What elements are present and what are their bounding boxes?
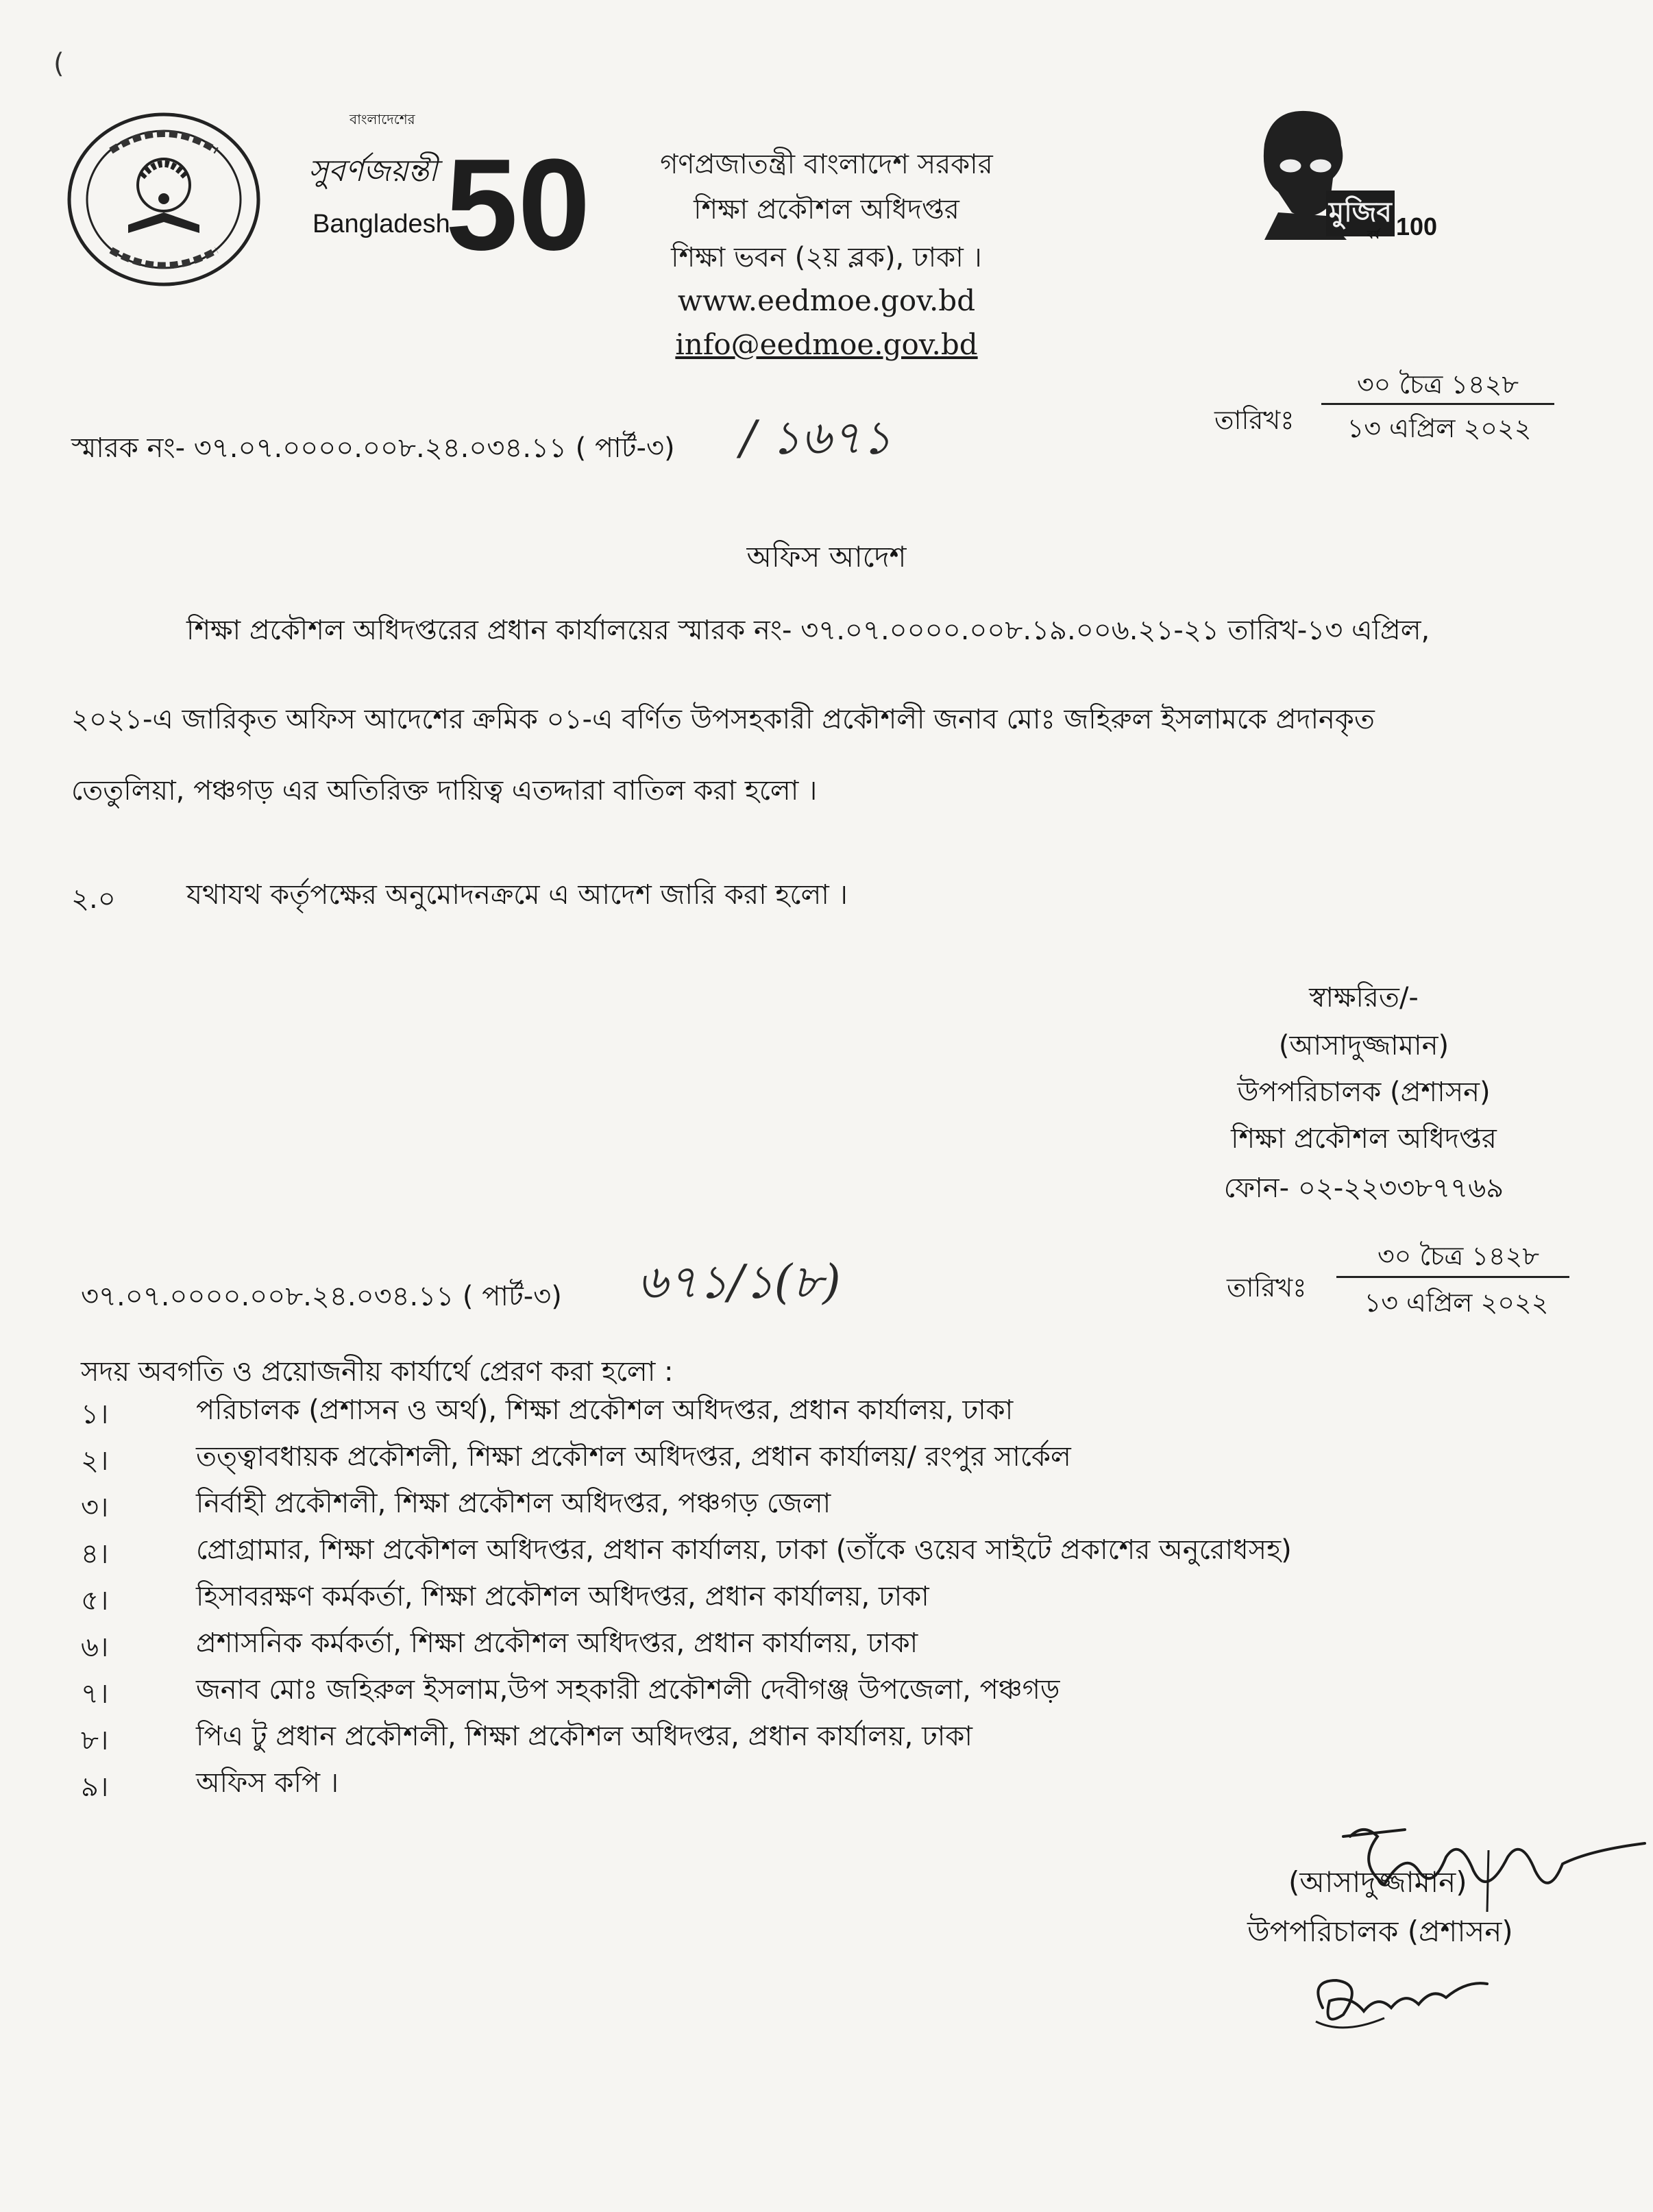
mujib-year-logo xyxy=(1244,103,1443,247)
order-para1-line1: শিক্ষা প্রকৌশল অধিদপ্তরের প্রধান কার্যালয়ের স্মারক নং- ৩৭.০৭.০০০০.০০৮.১৯.০০৬.২১-২১ তারিখ-১৩ এপ্রিল, xyxy=(186,615,1430,646)
distribution-item: জনাব মোঃ জহিরুল ইসলাম,উপ সহকারী প্রকৌশলী দেবীগঞ্জ উপজেলা, পঞ্চগড় xyxy=(196,1674,1060,1706)
seal-logo-icon xyxy=(63,110,265,289)
signer2-name: (আসাদুজ্জামান) xyxy=(1288,1865,1467,1899)
order-para1-line2: ২০২১-এ জারিকৃত অফিস আদেশের ক্রমিক ০১-এ বর্ণিত উপসহকারী প্রকৌশলী জনাব মোঃ জহিরুল ইসলামকে প্রদানকৃত xyxy=(71,704,1375,735)
mujib-label: মুজিব xyxy=(1326,191,1395,236)
distribution-item: পিএ টু প্রধান প্রকৌশলী, শিক্ষা প্রকৌশল অধিদপ্তর, প্রধান কার্যালয়, ঢাকা xyxy=(196,1721,972,1752)
signer-phone: ফোন- ০২-২২৩৩৮৭৭৬৯ xyxy=(1223,1172,1504,1204)
memo2-number: ৩৭.০৭.০০০০.০০৮.২৪.০৩৪.১১ ( পার্ট-৩) xyxy=(81,1281,562,1312)
distribution-item-number: ২। xyxy=(81,1445,109,1477)
distribution-item-number: ৩। xyxy=(81,1492,109,1523)
distribution-item: পরিচালক (প্রশাসন ও অর্থ), শিক্ষা প্রকৌশল অধিদপ্তর, প্রধান কার্যালয়, ঢাকা xyxy=(196,1394,1014,1426)
distribution-item: তত্ত্বাবধায়ক প্রকৌশলী, শিক্ষা প্রকৌশল অধিদপ্তর, প্রধান কার্যালয়/ রংপুর সার্কেল xyxy=(196,1441,1071,1473)
email-link[interactable]: info@eedmoe.gov.bd xyxy=(675,328,978,361)
order-para1-line3: তেতুলিয়া, পঞ্চগড় এর অতিরিক্ত দায়িত্ব এতদ্দারা বাতিল করা হলো । xyxy=(71,775,818,807)
date2-english: ১৩ এপ্রিল ২০২২ xyxy=(1364,1288,1549,1318)
govt-name: গণপ্রজাতন্ত্রী বাংলাদেশ সরকার xyxy=(660,149,993,180)
date2-bangla: ৩০ চৈত্র ১৪২৮ xyxy=(1377,1241,1540,1271)
jubilee-country: Bangladesh xyxy=(313,210,450,238)
distribution-item: নির্বাহী প্রকৌশলী, শিক্ষা প্রকৌশল অধিদপ্তর, পঞ্চগড় জেলা xyxy=(196,1488,831,1519)
date-bangla: ৩০ চৈত্র ১৪২৮ xyxy=(1356,369,1519,400)
stray-mark: ( xyxy=(53,48,64,79)
distribution-item-number: ৪। xyxy=(81,1538,109,1570)
initials-signature-icon xyxy=(1302,1953,1508,2042)
order-para2-text: যথাযথ কর্তৃপক্ষের অনুমোদনক্রমে এ আদেশ জারি করা হলো । xyxy=(186,879,848,911)
distribution-item: প্রশাসনিক কর্মকর্তা, শিক্ষা প্রকৌশল অধিদপ্তর, প্রধান কার্যালয়, ঢাকা xyxy=(196,1627,918,1659)
jubilee-title: সুবর্ণজয়ন্তী xyxy=(308,153,438,188)
order-para2-number: ২.০ xyxy=(71,883,116,915)
date-divider xyxy=(1321,403,1554,405)
jubilee-small-text: বাংলাদেশের xyxy=(350,111,415,127)
memo-handwritten-number: / ১৬৭১ xyxy=(740,411,892,465)
distribution-item-number: ১। xyxy=(81,1399,109,1430)
date-english: ১৩ এপ্রিল ২০২২ xyxy=(1347,413,1532,443)
distribution-item-number: ৫। xyxy=(81,1585,109,1617)
mujib-number: 100 xyxy=(1396,212,1438,241)
signed-mark: স্বাক্ষরিত/- xyxy=(1309,982,1419,1013)
date2-divider xyxy=(1336,1276,1569,1278)
jubilee-number: 50 xyxy=(445,132,591,278)
distribution-item: প্রোগ্রামার, শিক্ষা প্রকৌশল অধিদপ্তর, প্রধান কার্যালয়, ঢাকা (তাঁকে ওয়েব সাইটে প্রকাশের অনুরোধসহ) xyxy=(196,1534,1292,1566)
department-name: শিক্ষা প্রকৌশল অধিদপ্তর xyxy=(694,194,959,225)
distribution-item-number: ৮। xyxy=(81,1725,109,1756)
address: শিক্ষা ভবন (২য় ব্লক), ঢাকা । xyxy=(671,242,982,273)
distribution-item-number: ৭। xyxy=(81,1678,109,1710)
date2-label: তারিখঃ xyxy=(1227,1273,1307,1303)
signer2-designation: উপপরিচালক (প্রশাসন) xyxy=(1247,1915,1513,1948)
signer-designation: উপপরিচালক (প্রশাসন) xyxy=(1237,1077,1491,1108)
memo-number: স্মারক নং- ৩৭.০৭.০০০০.০০৮.২৪.০৩৪.১১ ( পার্ট-৩) xyxy=(71,432,675,464)
website-link[interactable]: www.eedmoe.gov.bd xyxy=(677,284,976,317)
mujib-sub: বর্ষ xyxy=(1367,228,1380,241)
date-label: তারিখঃ xyxy=(1214,405,1295,435)
signer-office: শিক্ষা প্রকৌশল অধিদপ্তর xyxy=(1231,1123,1497,1155)
order-title: অফিস আদেশ xyxy=(746,540,907,574)
memo2-handwritten-number: ৬৭১/১(৮) xyxy=(637,1255,841,1310)
signer-name: (আসাদুজ্জামান) xyxy=(1278,1030,1449,1061)
distribution-intro: সদয় অবগতি ও প্রয়োজনীয় কার্যার্থে প্রেরণ করা হলো : xyxy=(81,1356,674,1388)
distribution-item: হিসাবরক্ষণ কর্মকর্তা, শিক্ষা প্রকৌশল অধিদপ্তর, প্রধান কার্যালয়, ঢাকা xyxy=(196,1581,929,1612)
distribution-item-number: ৯। xyxy=(81,1771,109,1803)
distribution-item-number: ৬। xyxy=(81,1632,109,1663)
distribution-item: অফিস কপি । xyxy=(196,1767,339,1799)
